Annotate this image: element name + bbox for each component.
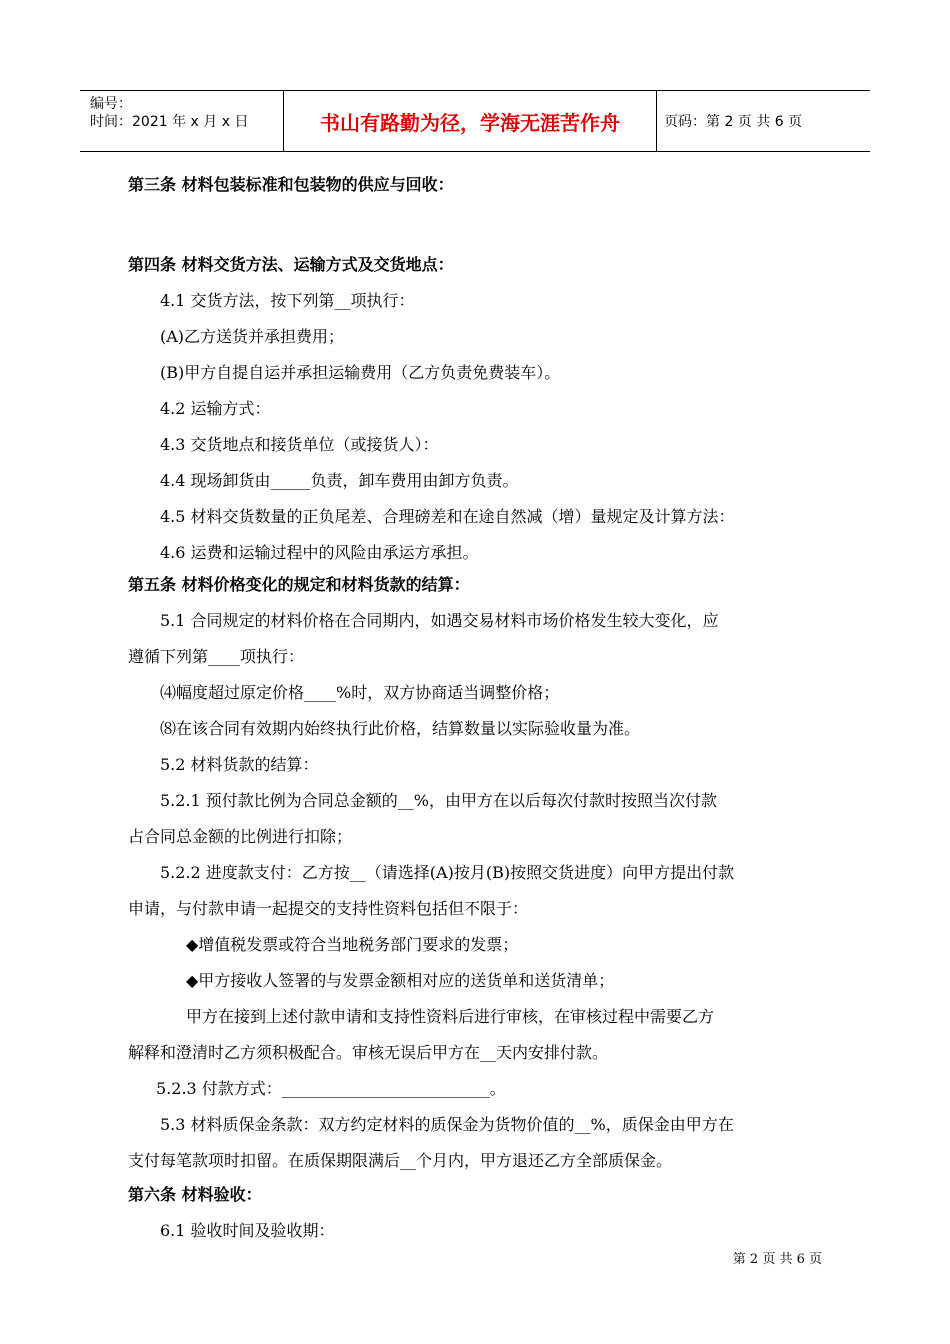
- paragraph-line: 4.2 运输方式：: [160, 399, 271, 418]
- paragraph-line: 5.2.1 预付款比例为合同总金额的__%，由甲方在以后每次付款时按照当次付款: [160, 791, 718, 810]
- paragraph-line: (B)甲方自提自运并承担运输费用（乙方负责免费装车）。: [160, 363, 561, 382]
- paragraph-line: 4.6 运费和运输过程中的风险由承运方承担。: [160, 543, 479, 562]
- paragraph-line: ◆增值税发票或符合当地税务部门要求的发票；: [186, 935, 519, 954]
- paragraph-line: 5.3 材料质保金条款：双方约定材料的质保金为货物价值的__%，质保金由甲方在: [160, 1115, 734, 1134]
- document-header: [80, 90, 870, 152]
- document-number-label: 编号：: [90, 96, 132, 112]
- paragraph-line: 5.1 合同规定的材料价格在合同期内，如遇交易材料市场价格发生较大变化，应: [160, 611, 719, 630]
- article-heading: 第六条 材料验收：: [128, 1185, 262, 1204]
- paragraph-line: 4.4 现场卸货由_____负责，卸车费用由卸方负责。: [160, 471, 519, 490]
- paragraph-line: 支付每笔款项时扣留。在质保期限满后__个月内，甲方退还乙方全部质保金。: [128, 1151, 673, 1170]
- paragraph-line: 5.2 材料货款的结算：: [160, 755, 319, 774]
- paragraph-line: 甲方在接到上述付款申请和支持性资料后进行审核，在审核过程中需要乙方: [186, 1007, 715, 1026]
- paragraph-line: ◆甲方接收人签署的与发票金额相对应的送货单和送货清单；: [186, 971, 615, 990]
- article-heading: 第四条 材料交货方法、运输方式及交货地点：: [128, 255, 454, 274]
- paragraph-line: 4.1 交货方法，按下列第__项执行：: [160, 291, 415, 310]
- paragraph-line: 解释和澄清时乙方须积极配合。审核无误后甲方在__天内安排付款。: [128, 1043, 609, 1062]
- paragraph-line: ⑷幅度超过原定价格____%时，双方协商适当调整价格；: [160, 683, 560, 702]
- page-footer: 第 2 页 共 6 页: [732, 1252, 822, 1267]
- header-motto: 书山有路勤为径，学海无涯苦作舟: [283, 91, 657, 151]
- document-time-label: 时间：2021 年 x 月 x 日: [90, 114, 249, 130]
- header-page-code: 页码：第 2 页 共 6 页: [664, 114, 803, 130]
- paragraph-line: 遵循下列第____项执行：: [128, 647, 305, 666]
- paragraph-line: 6.1 验收时间及验收期：: [160, 1221, 335, 1240]
- paragraph-line: (A)乙方送货并承担费用；: [160, 327, 345, 346]
- paragraph-line: 5.2.3 付款方式：__________________________。: [156, 1079, 506, 1098]
- paragraph-line: 5.2.2 进度款支付：乙方按__（请选择(A)按月(B)按照交货进度）向甲方提出付款: [160, 863, 735, 882]
- article-heading: 第五条 材料价格变化的规定和材料货款的结算：: [128, 575, 470, 594]
- paragraph-line: ⑻在该合同有效期内始终执行此价格，结算数量以实际验收量为准。: [160, 719, 641, 738]
- paragraph-line: 4.5 材料交货数量的正负尾差、合理磅差和在途自然减（增）量规定及计算方法：: [160, 507, 735, 526]
- article-heading: 第三条 材料包装标准和包装物的供应与回收：: [128, 175, 454, 194]
- paragraph-line: 占合同总金额的比例进行扣除；: [128, 827, 353, 846]
- paragraph-line: 申请，与付款申请一起提交的支持性资料包括但不限于：: [128, 899, 529, 918]
- paragraph-line: 4.3 交货地点和接货单位（或接货人）：: [160, 435, 439, 454]
- header-info: [80, 91, 283, 151]
